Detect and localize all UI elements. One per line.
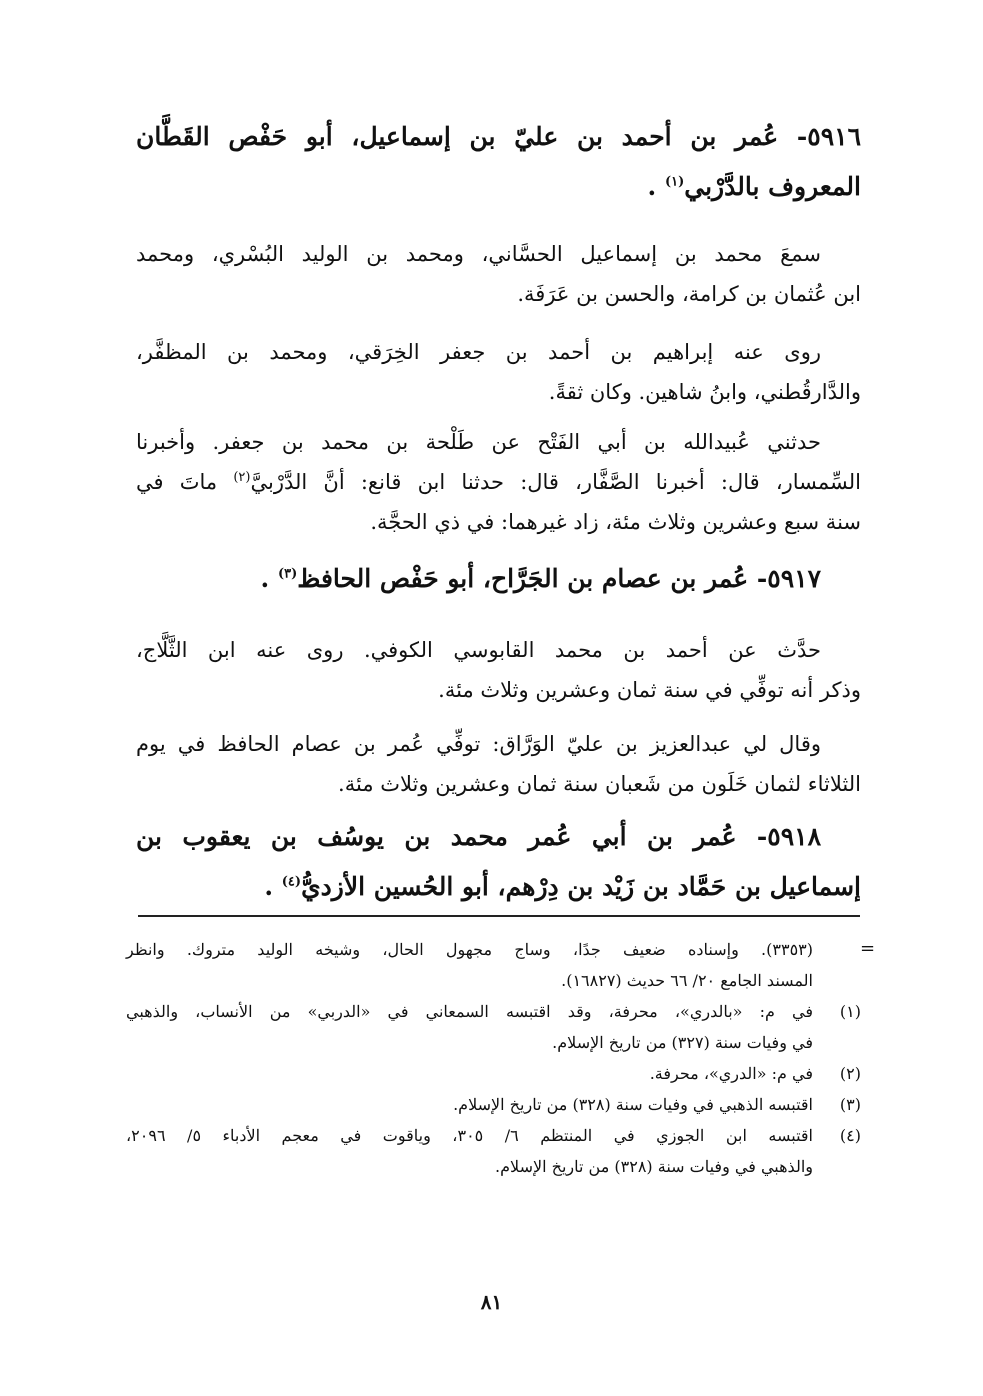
heading-line: ٥٩١٨- عُمر بن أبي عُمر محمد بن يوسُف بن يعقوب بن	[136, 822, 821, 851]
footnote-text	[126, 996, 813, 1058]
footnote-line: اقتبسه ابن الجوزي في المنتظم ٦/ ٣٠٥، وياقوت في معجم الأدباء ٥/ ٢٠٩٦،	[126, 1126, 814, 1145]
footnote-number: (٤)	[839, 1126, 861, 1145]
entry-5916-paragraph-1	[136, 234, 861, 314]
footnote-line: (٣٣٥٣). وإسناده ضعيف جدًا، وساج مجهول الحال، وشيخه الوليد متروك. وانظر	[126, 940, 813, 959]
heading-text: إسماعيل بن حَمَّاد بن زَيْد بن دِرْهم، أبو الحُسين الأزديُّ	[301, 872, 861, 901]
entry-5916-paragraph-3	[136, 422, 861, 542]
footnote-text	[126, 1058, 813, 1089]
entry-5916-paragraph-2	[136, 332, 861, 412]
footnote-item-3	[126, 1089, 861, 1120]
paragraph-line: روى عنه إبراهيم بن أحمد بن جعفر الخِرَقي، ومحمد بن المظفَّر،	[136, 340, 821, 364]
footnote-ref: (٤)	[281, 874, 302, 890]
heading-text: ٥٩١٧- عُمر بن عصام بن الجَرَّاح، أبو حَفْص الحافظ	[297, 564, 821, 593]
paragraph-line: والدَّارقُطني، وابنُ شاهين. وكان ثقةً.	[548, 380, 861, 404]
heading-line: ٥٩١٦- عُمر بن أحمد بن عليّ بن إسماعيل، أبو حَفْص القَطَّان	[136, 122, 861, 151]
heading-line	[136, 862, 861, 912]
footnotes	[126, 934, 861, 1182]
footnote-number: (٢)	[839, 1064, 861, 1083]
footnote-ref: (٢)	[233, 470, 251, 485]
paragraph-text: ماتَ في	[136, 470, 234, 494]
heading-line	[136, 162, 861, 212]
footnote-item-2	[126, 1058, 861, 1089]
paragraph-line: الثلاثاء لثمان خَلَون من شَعبان سنة ثمان وعشرين وثلاث مئة.	[338, 772, 861, 796]
heading-end: .	[264, 872, 282, 901]
footnote-text	[126, 1089, 813, 1120]
footnote-number: (٣)	[839, 1095, 861, 1114]
entry-5916-heading	[136, 112, 861, 212]
footnote-line: المسند الجامع ٢٠/ ٦٦ حديث (١٦٨٢٧).	[561, 971, 813, 990]
paragraph-line: سمعَ محمد بن إسماعيل الحسَّاني، ومحمد بن الوليد البُسْري، ومحمد	[136, 242, 821, 266]
footnote-line: في م: «الدري»، محرفة.	[649, 1064, 813, 1083]
footnote-continuation-mark: =	[860, 938, 876, 959]
footnote-line: في م: «بالدري»، محرفة، وقد اقتبسه السمعاني في «الدربي» من الأنساب، والذهبي	[126, 1002, 813, 1021]
footnote-item-4	[126, 1120, 861, 1182]
footnote-ref: (٣)	[277, 566, 298, 582]
footnote-continuation	[126, 934, 861, 996]
footnote-line: اقتبسه الذهبي في وفيات سنة (٣٢٨) من تاريخ الإسلام.	[453, 1095, 813, 1114]
heading-line	[136, 554, 861, 604]
paragraph-line: حدَّث عن أحمد بن محمد القابوسي الكوفي. روى عنه ابن الثَّلَّاج،	[136, 638, 821, 662]
paragraph-line	[136, 462, 861, 502]
footnote-item-1	[126, 996, 861, 1058]
heading-end: .	[647, 172, 665, 201]
footnote-divider	[138, 915, 860, 917]
footnote-line: والذهبي في وفيات سنة (٣٢٨) من تاريخ الإسلام.	[495, 1157, 813, 1176]
entry-5918-heading	[136, 812, 861, 912]
paragraph-line: وذكر أنه توفِّي في سنة ثمان وعشرين وثلاث مئة.	[438, 678, 861, 702]
entry-5917-paragraph-1	[136, 630, 861, 710]
paragraph-line: حدثني عُبيدالله بن أبي الفَتْح عن طَلْحة بن محمد بن جعفر. وأخبرنا	[136, 430, 821, 454]
footnote-number: (١)	[839, 1002, 861, 1021]
paragraph-text: السِّمسار، قال: أخبرنا الصَّفَّار، قال: حدثنا ابن قانع: أنَّ الدَّرْبيَّ	[250, 470, 862, 494]
heading-text: المعروف بالدَّرْبي	[684, 172, 861, 201]
paragraph-line: وقال لي عبدالعزيز بن عليّ الوَرَّاق: توفِّي عُمر بن عصام الحافظ في يوم	[136, 732, 821, 756]
entry-5917-paragraph-2	[136, 724, 861, 804]
footnote-text	[126, 934, 813, 996]
footnote-line: في وفيات سنة (٣٢٧) من تاريخ الإسلام.	[552, 1033, 813, 1052]
paragraph-line: سنة سبع وعشرين وثلاث مئة، زاد غيرهما: في ذي الحجَّة.	[370, 510, 861, 534]
heading-end: .	[260, 564, 278, 593]
page-number: ٨١	[480, 1290, 503, 1314]
footnote-ref: (١)	[664, 174, 685, 190]
paragraph-line: ابن عُثمان بن كرامة، والحسن بن عَرَفَة.	[517, 282, 861, 306]
footnote-text	[126, 1120, 813, 1182]
entry-5917-heading	[136, 554, 861, 604]
